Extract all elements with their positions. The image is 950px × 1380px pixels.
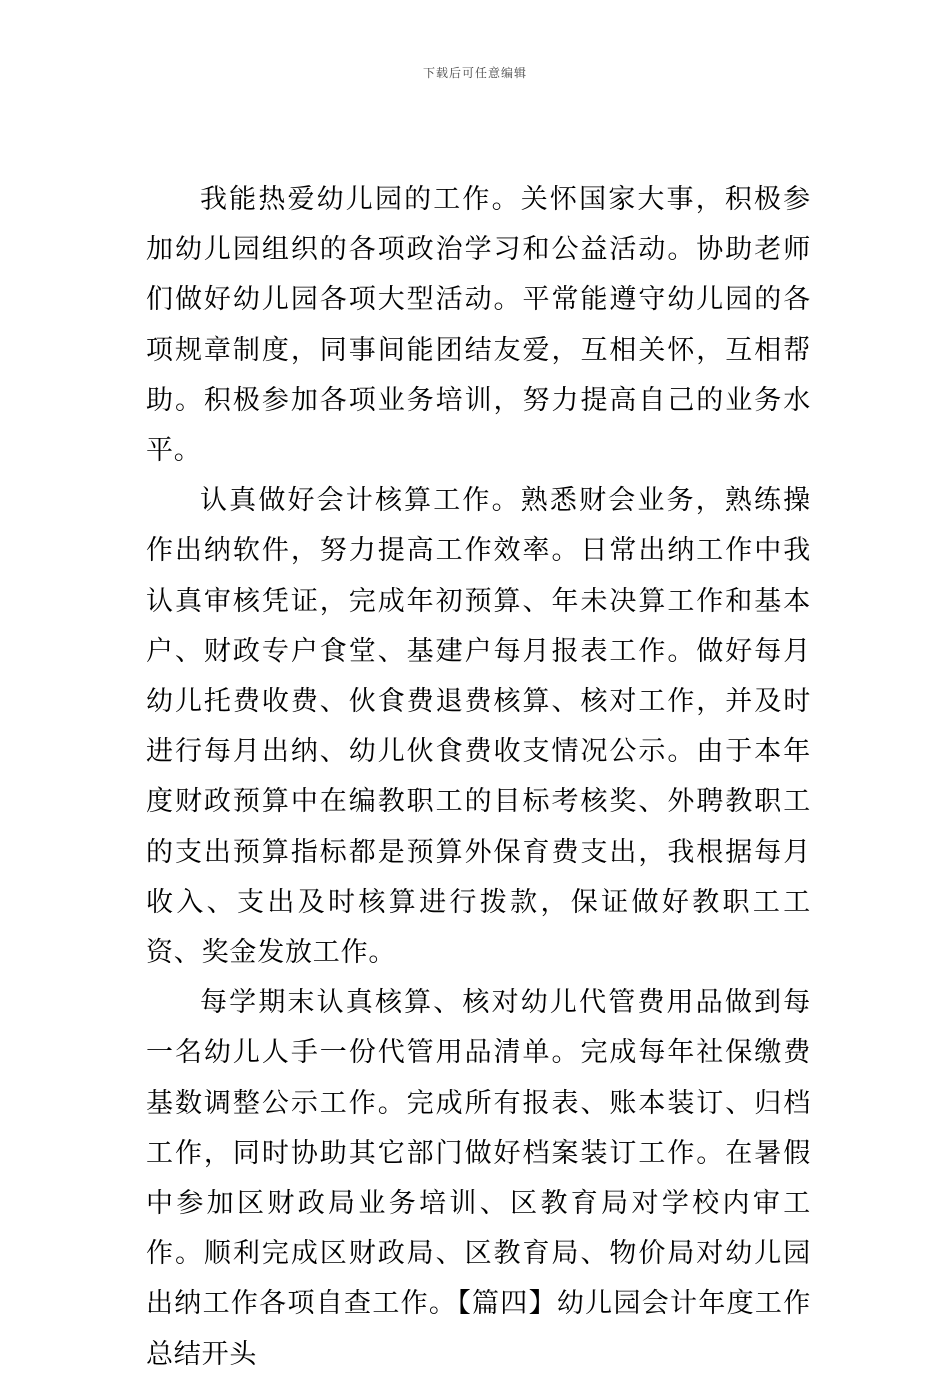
page-header: 下载后可任意编辑 [422, 66, 527, 80]
document-body [146, 175, 811, 1380]
paragraph-1: 我能热爱幼儿园的工作。关怀国家大事，积极参加幼儿园组织的各项政治学习和公益活动。协助老师们做好幼儿园各项大型活动。平常能遵守幼儿园的各项规章制度，同事间能团结友爱，互相关怀，互相帮助。积极参加各项业务培训，努力提高自己的业务水平。 [146, 184, 811, 467]
paragraph-3: 每学期末认真核算、核对幼儿代管费用品做到每一名幼儿人手一份代管用品清单。完成每年社保缴费基数调整公示工作。完成所有报表、账本装订、归档工作，同时协助其它部门做好档案装订工作。在暑假中参加区财政局业务培训、区教育局对学校内审工作。顺利完成区财政局、区教育局、物价局对幼儿园出纳工作各项自查工作。【篇四】幼儿园会计年度工作总结开头 [146, 987, 811, 1370]
paragraph-2: 认真做好会计核算工作。熟悉财会业务，熟练操作出纳软件，努力提高工作效率。日常出纳工作中我认真审核凭证，完成年初预算、年未决算工作和基本户、财政专户食堂、基建户每月报表工作。做好每月幼儿托费收费、伙食费退费核算、核对工作，并及时进行每月出纳、幼儿伙食费收支情况公示。由于本年度财政预算中在编教职工的目标考核奖、外聘教职工的支出预算指标都是预算外保育费支出，我根据每月收入、支出及时核算进行拨款，保证做好教职工工资、奖金发放工作。 [146, 485, 811, 969]
